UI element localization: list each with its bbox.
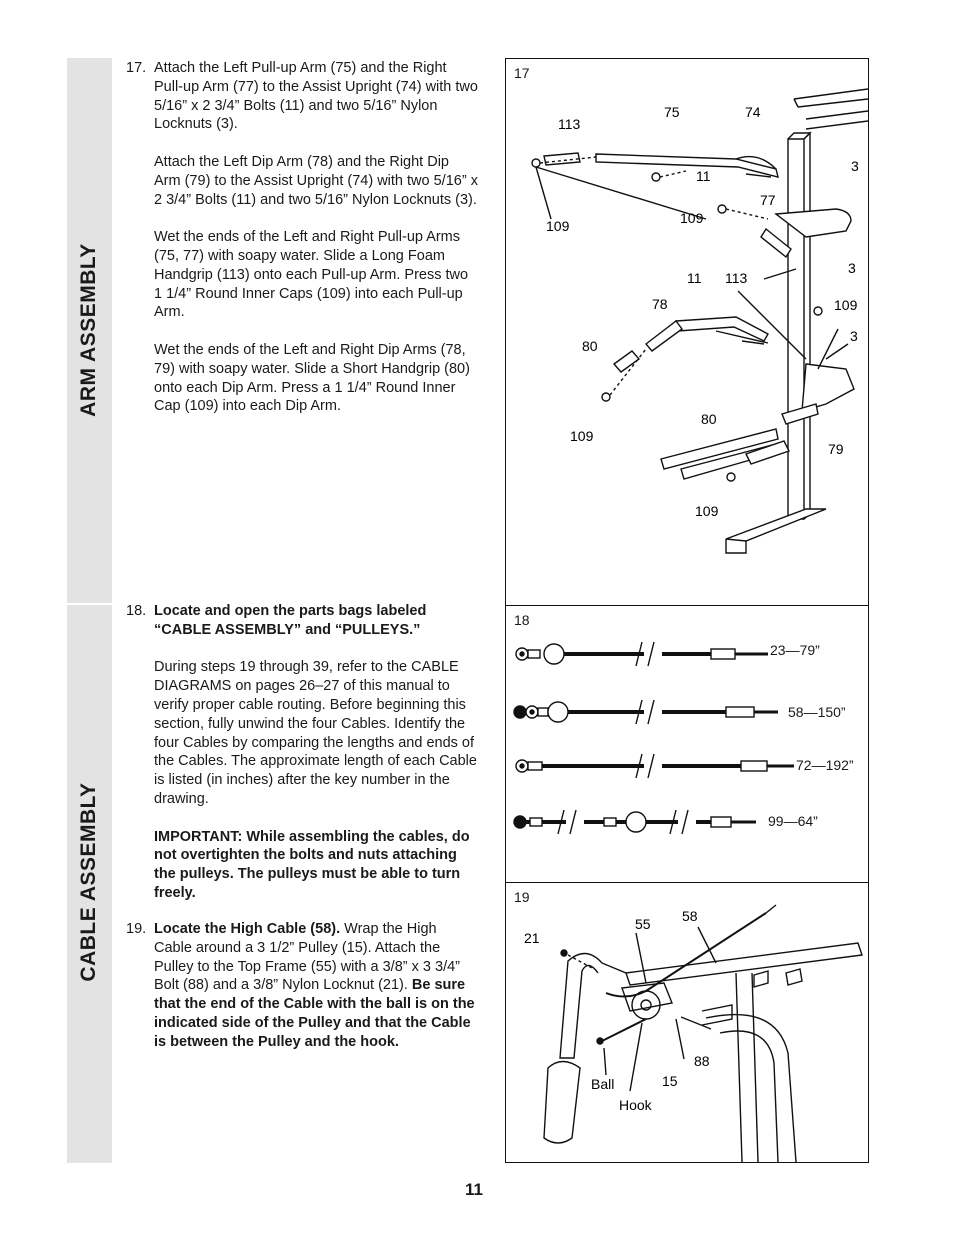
figure-18-panel: [505, 605, 869, 885]
cable-label: 23—79”: [770, 642, 820, 658]
callout-label: 113: [725, 270, 748, 286]
callout-label: 79: [828, 441, 844, 457]
step-18-paragraph-1: Locate and open the parts bags labeled “CABLE ASSEMBLY” and “PULLEYS.”: [154, 603, 427, 638]
callout-label: 78: [652, 296, 668, 312]
step-17: [126, 59, 478, 416]
step-number: 18.: [126, 603, 147, 619]
step-18-paragraph-2: During steps 19 through 39, refer to the CABLE DIAGRAMS on pages 26–27 of this manual to verify proper cable routing. Before beginning this section, fully unwind the four Cables. Identify the four Cables by comparing the lengths and ends of the Cables. The approximate length of each Cable is listed (in inches) after the key number in the drawing.: [154, 659, 477, 807]
callout-label: 58: [682, 908, 698, 924]
callout-label: 11: [696, 168, 711, 184]
callout-label: 77: [760, 192, 776, 208]
callout-label: 113: [558, 116, 581, 132]
step-18: [126, 602, 478, 903]
callout-label: 3: [851, 158, 859, 174]
step-19-emphasis: Be sure that the end of the Cable with the ball is on the indicated side of the Pulley and that the Cable is between the Pulley and the hook.: [154, 977, 475, 1050]
cable-assembly-title: CABLE ASSEMBLY: [77, 782, 100, 982]
cable-label: 72—192”: [796, 757, 854, 773]
callout-label: 75: [664, 104, 680, 120]
callout-label: 109: [834, 297, 858, 313]
callout-label: 3: [848, 260, 856, 276]
step-19-paragraph: [154, 920, 478, 1052]
figure-17-drawing: [506, 59, 868, 606]
step-number: 17.: [126, 60, 147, 76]
callout-label: 80: [701, 411, 717, 427]
figure-number: 18: [514, 612, 530, 628]
sidebar-divider: [67, 603, 112, 605]
callout-label: 80: [582, 338, 598, 354]
figure-number: 19: [514, 889, 530, 905]
step-17-paragraph-3: Wet the ends of the Left and Right Pull-up Arms (75, 77) with soapy water. Slide a Long Foam Handgrip (113) onto each Pull-up Arm. Press two 1 1/4” Round Inner Caps (109) into each Pull-up Arm.: [154, 229, 469, 321]
step-17-paragraph-2: Attach the Left Dip Arm (78) and the Right Dip Arm (79) to the Assist Upright (74) with two 5/16” x 2 3/4” Bolts (11) and two 5/16” Nylon Locknuts (3).: [154, 153, 478, 208]
cable-label: 58—150”: [788, 704, 846, 720]
arm-assembly-title: ARM ASSEMBLY: [77, 243, 100, 417]
sidebar-band: [67, 58, 112, 1163]
step-17-paragraph-4: Wet the ends of the Left and Right Dip Arms (78, 79) with soapy water. Slide a Short Handgrip (80) onto each Dip Arm. Press a 1 1/4” Round Inner Cap (109) into each Dip Arm.: [154, 341, 470, 415]
callout-label: 15: [662, 1073, 678, 1089]
callout-label: Hook: [619, 1097, 652, 1113]
step-19: [126, 920, 478, 1052]
step-19-lead: Locate the High Cable (58).: [154, 921, 341, 937]
callout-label: 21: [524, 930, 540, 946]
figure-19-drawing: [506, 883, 868, 1162]
callout-label: 109: [570, 428, 594, 444]
callout-label: 55: [635, 916, 651, 932]
callout-label: 11: [687, 270, 702, 286]
cable-label: 99—64”: [768, 813, 818, 829]
step-18-important-note: IMPORTANT: While assembling the cables, do not overtighten the bolts and nuts attaching the pulleys. The pulleys must be able to turn freely.: [154, 828, 470, 901]
callout-label: 3: [850, 328, 858, 344]
figure-17-panel: [505, 58, 869, 607]
callout-label: Ball: [591, 1076, 615, 1092]
callout-label: 109: [546, 218, 570, 234]
callout-label: 109: [695, 503, 719, 519]
callout-label: 88: [694, 1053, 710, 1069]
step-19-text: Wrap the High Cable around a 3 1/2” Pulley (15). Attach the Pulley to the Top Frame (55) with a 3/8” x 3 3/4” Bolt (88) and a 3/8” Nylon Locknut (21).: [154, 921, 460, 994]
callout-label: 74: [745, 104, 761, 120]
step-17-paragraph-1: Attach the Left Pull-up Arm (75) and the Right Pull-up Arm (77) to the Assist Upright (74) with two 5/16” x 2 3/4” Bolts (11) and two 5/16” Nylon Locknuts (3).: [154, 60, 478, 133]
figure-19-panel: [505, 882, 869, 1163]
figure-number: 17: [514, 65, 530, 81]
step-number: 19.: [126, 921, 147, 937]
callout-label: 109: [680, 210, 704, 226]
page-number: 11: [465, 1180, 483, 1199]
